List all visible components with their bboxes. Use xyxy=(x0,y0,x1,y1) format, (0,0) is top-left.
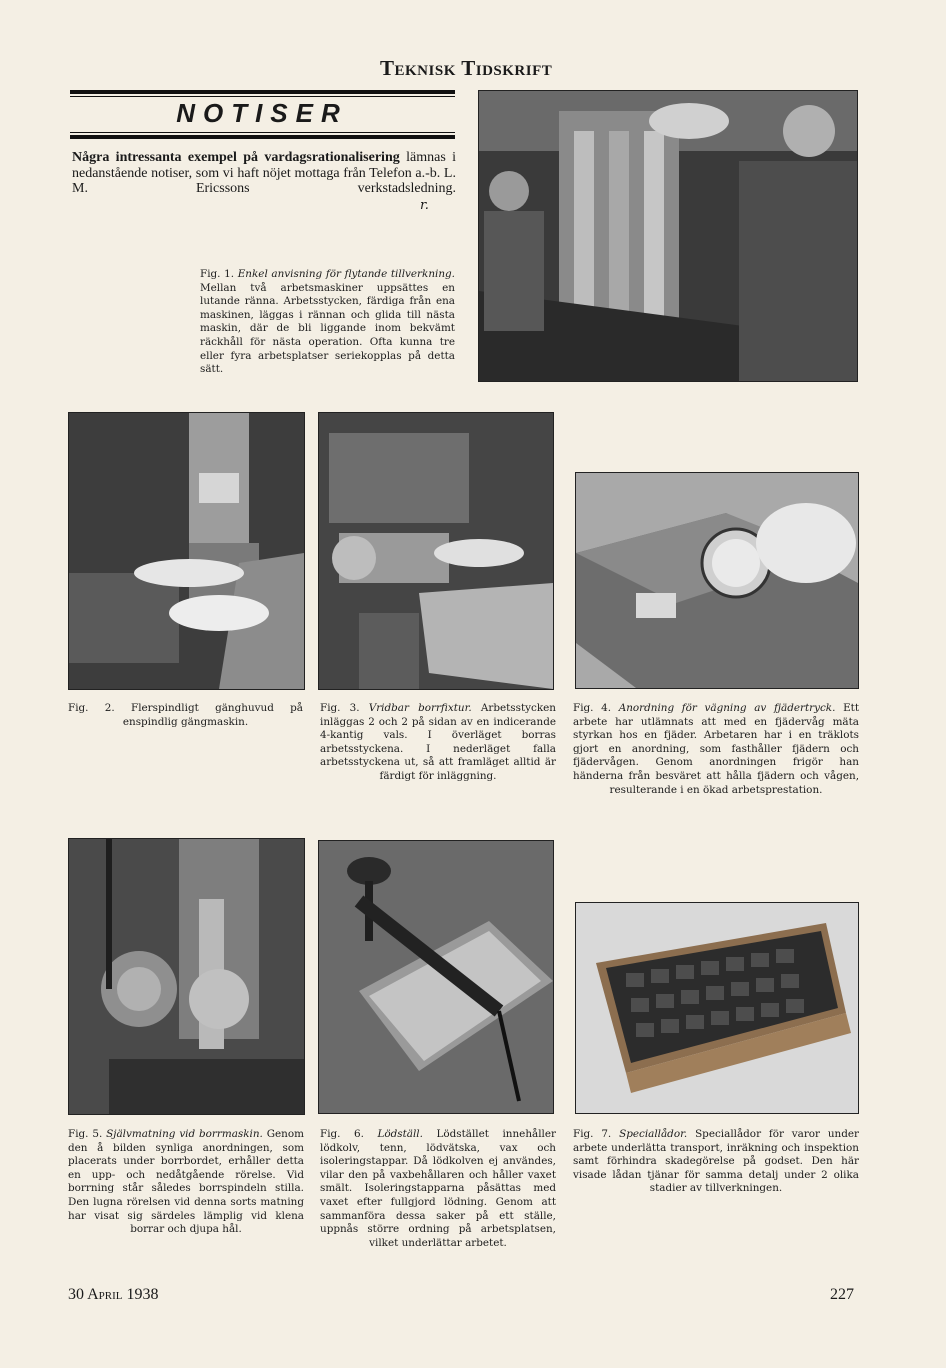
fig5-photo-image xyxy=(69,839,304,1114)
fig4-photo xyxy=(575,472,859,689)
fig6-title: Lödställ. xyxy=(377,1128,423,1140)
fig7-title: Speciallådor. xyxy=(619,1128,688,1140)
fig4-caption xyxy=(573,702,859,797)
fig2-photo xyxy=(68,412,305,690)
fig7-photo xyxy=(575,902,859,1114)
fig1-photo xyxy=(478,90,858,382)
title-rule-top xyxy=(70,90,455,94)
fig5-caption xyxy=(68,1128,304,1237)
title-rule-bottom xyxy=(70,135,455,139)
fig1-text: Mellan två arbetsmaskiner uppsättes en lutande ränna. Arbetsstycken, färdiga från ena maskinen, läggas i rännan och glida till nästa maskin, där de bli liggande inom bekvämt räckhåll för nästa operation. Ofta kunna tre eller fyra arbetsplatser seriekopplas på detta sätt. xyxy=(200,281,455,376)
fig7-caption xyxy=(573,1128,859,1196)
footer-date xyxy=(68,1286,159,1304)
fig4-label: Fig. 4. xyxy=(573,702,612,714)
fig1-caption xyxy=(200,268,455,377)
fig1-label: Fig. 1. xyxy=(200,268,235,280)
fig7-photo-image xyxy=(576,903,858,1113)
fig4-text: Ett arbete har utlämnats att med en fjädervåg mäta styrkan hos en fjäder. Arbetaren har i en träklots gjort en anordning, som fasthåller fjädern och fjädervågen. Genom anordningen frigör han händerna från besväret att hålla fjädern och vågen, resulterande i en ökad arbetsprestation. xyxy=(573,702,859,796)
fig1-title: Enkel anvisning för flytande tillverkning. xyxy=(237,268,455,280)
fig2-caption xyxy=(68,702,303,729)
fig3-label: Fig. 3. xyxy=(320,702,360,714)
fig6-label: Fig. 6. xyxy=(320,1128,364,1140)
title-rule-top-thin xyxy=(70,96,455,97)
intro-signature: r. xyxy=(420,198,429,213)
section-title: NOTISER xyxy=(176,98,348,128)
fig5-photo xyxy=(68,838,305,1115)
fig3-caption xyxy=(320,702,556,784)
intro-paragraph xyxy=(72,150,456,197)
fig6-photo-image xyxy=(319,841,553,1113)
fig3-title: Vridbar borrfixtur. xyxy=(368,702,472,714)
fig6-photo xyxy=(318,840,554,1114)
fig6-text: Lödstället innehåller lödkolv, tenn, lödvätska, vax och isoleringstappar. Då lödkolven ej användes, vilar den på vaxbehållaren och håller vaxet smält. Isoleringstapparna påsättas med vaxet efter fullgjord lödning. Genom att sammanföra dessa saker på ett ställe, uppnås större ordning på arbetsplatsen, vilket underlättar arbetet. xyxy=(320,1128,556,1249)
footer-date-text: 30 April 1938 xyxy=(68,1286,159,1303)
fig1-photo-image xyxy=(479,91,857,381)
fig2-label: Fig. 2. xyxy=(68,702,115,714)
intro-lead: Några intressanta exempel på vardagsrationalisering xyxy=(72,150,400,165)
fig6-caption xyxy=(320,1128,556,1250)
fig3-text: Arbetsstycken inläggas 2 och 2 på sidan av en indicerande 4-kantig vals. I överläget borras arbetsstyckena. I nederläget falla arbetsstyckena ut, så att framläget alltid är färdigt för inläggning. xyxy=(320,702,556,782)
title-rule-bottom-thin xyxy=(70,132,455,133)
fig7-label: Fig. 7. xyxy=(573,1128,612,1140)
journal-title: Teknisk Tidskrift xyxy=(380,56,553,80)
fig2-photo-image xyxy=(69,413,304,689)
fig3-photo-image xyxy=(319,413,553,689)
fig5-label: Fig. 5. xyxy=(68,1128,103,1140)
fig5-title: Självmatning vid borrmaskin. xyxy=(106,1128,263,1140)
fig7-text: Speciallådor för varor under arbete underlätta transport, inräkning och inspektion samt förhindra skadegörelse på godset. Den här visade lådan tjänar för samma detalj under 2 olika stadier av tillverkningen. xyxy=(573,1128,859,1195)
fig5-text: Genom den å bilden synliga anordningen, som placerats under borrbordet, erhåller detta en upp- och nedåtgående rörelse. Vid borrning står således borrspindeln stilla. Den lugna rörelsen vid denna sorts matning har visat sig särdeles lämplig vid klena borrar och djupa hål. xyxy=(68,1128,304,1236)
intro-body: lämnas i nedanstående notiser, som vi haft nöjet mottaga från Telefon a.-b. L. M. Ericssons verkstadsledning. xyxy=(72,150,457,196)
fig2-text: Flerspindligt gänghuvud på enspindlig gängmaskin. xyxy=(122,702,303,728)
page-number: 227 xyxy=(830,1286,854,1303)
fig3-photo xyxy=(318,412,554,690)
fig4-photo-image xyxy=(576,473,858,688)
fig4-title: Anordning för vägning av fjädertryck. xyxy=(618,702,836,714)
